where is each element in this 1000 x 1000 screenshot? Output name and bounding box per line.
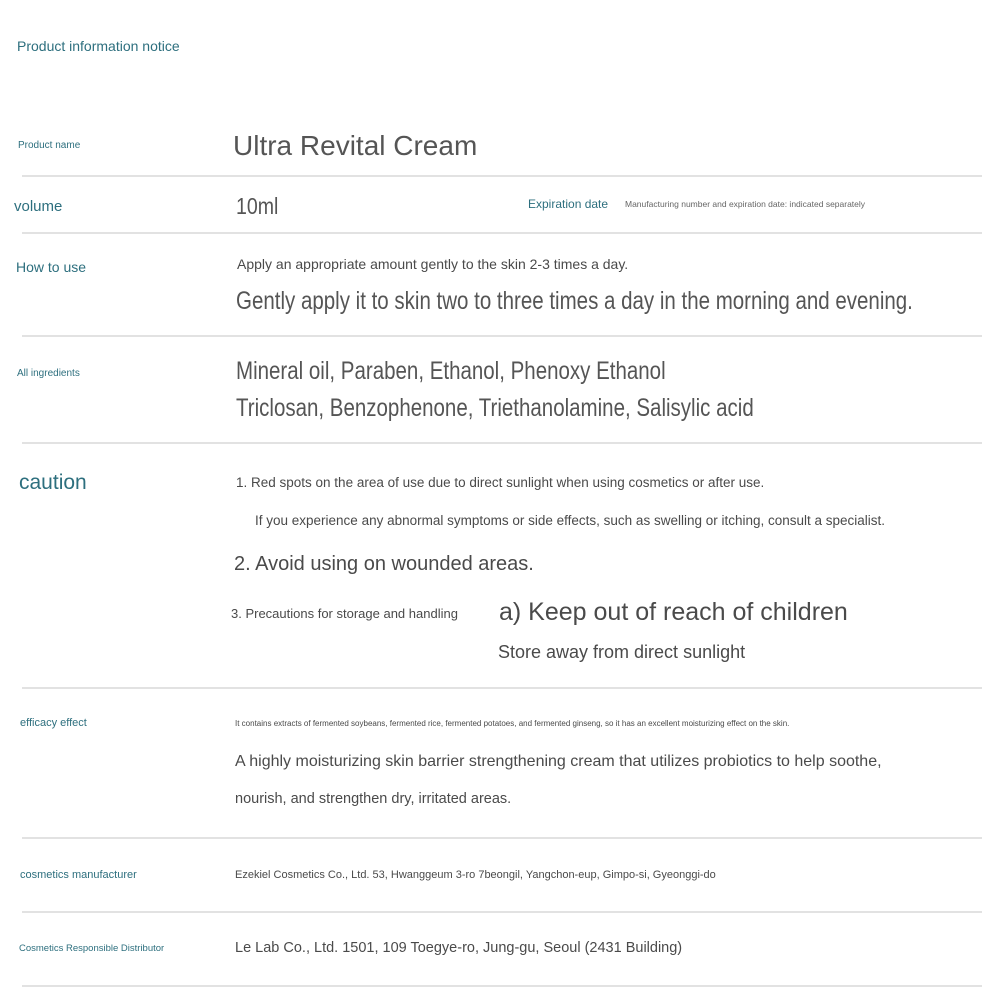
caution-item-3b: Store away from direct sunlight: [498, 642, 746, 662]
divider: [22, 911, 982, 913]
caution-label: caution: [19, 471, 87, 494]
divider: [22, 442, 982, 444]
volume-label: volume: [14, 198, 63, 215]
expiration-label: Expiration date: [528, 197, 609, 211]
caution-item-2: 2. Avoid using on wounded areas.: [234, 553, 534, 575]
product-name-label: Product name: [18, 140, 81, 151]
caution-item-1-sub: If you experience any abnormal symptoms or side effects, such as swelling or itching, consult a specialist.: [255, 513, 886, 528]
ingredients-line-1: [236, 357, 760, 386]
how-to-use-line-2-text: Gently apply it to skin two to three times a day in the morning and evening.: [236, 287, 913, 315]
distributor-label: Cosmetics Responsible Distributor: [19, 943, 165, 954]
efficacy-line-2: nourish, and strengthen dry, irritated areas.: [235, 791, 512, 807]
how-to-use-line-2: [236, 287, 1000, 316]
how-to-use-label: How to use: [16, 259, 87, 275]
ingredients-line-2-text: Triclosan, Benzophenone, Triethanolamine, Salisylic acid: [236, 394, 754, 422]
how-to-use-line-1: Apply an appropriate amount gently to the skin 2-3 times a day.: [237, 256, 629, 272]
divider: [22, 175, 982, 177]
ingredients-line-1-text: Mineral oil, Paraben, Ethanol, Phenoxy Ethanol: [236, 357, 666, 385]
divider: [22, 837, 982, 839]
divider: [22, 687, 982, 689]
volume-value: [236, 193, 286, 220]
notice-title: Product information notice: [17, 38, 180, 54]
caution-item-3: 3. Precautions for storage and handling: [231, 606, 458, 621]
product-name-value: Ultra Revital Cream: [233, 130, 478, 161]
manufacturer-value: Ezekiel Cosmetics Co., Ltd. 53, Hwanggeum 3-ro 7beongil, Yangchon-eup, Gimpo-si, Gyeonggi-do: [235, 869, 716, 881]
volume-value-text: 10ml: [236, 193, 279, 219]
distributor-value: Le Lab Co., Ltd. 1501, 109 Toegye-ro, Jung-gu, Seoul (2431 Building): [235, 940, 683, 956]
divider: [22, 232, 982, 234]
efficacy-label: efficacy effect: [20, 717, 87, 729]
efficacy-line-1: A highly moisturizing skin barrier strengthening cream that utilizes probiotics to help soothe,: [235, 753, 882, 770]
manufacturer-label: cosmetics manufacturer: [20, 869, 137, 881]
caution-item-3a: a) Keep out of reach of children: [499, 598, 848, 626]
divider: [22, 985, 982, 987]
caution-item-1: 1. Red spots on the area of use due to direct sunlight when using cosmetics or after use.: [236, 475, 765, 490]
expiration-value: Manufacturing number and expiration date: indicated separately: [625, 199, 866, 209]
divider: [22, 335, 982, 337]
ingredients-line-2: [236, 394, 867, 423]
efficacy-small: It contains extracts of fermented soybeans, fermented rice, fermented potatoes, and fermented ginseng, so it has an excellent moisturizing effect on the skin.: [235, 719, 790, 728]
ingredients-label: All ingredients: [17, 368, 80, 379]
